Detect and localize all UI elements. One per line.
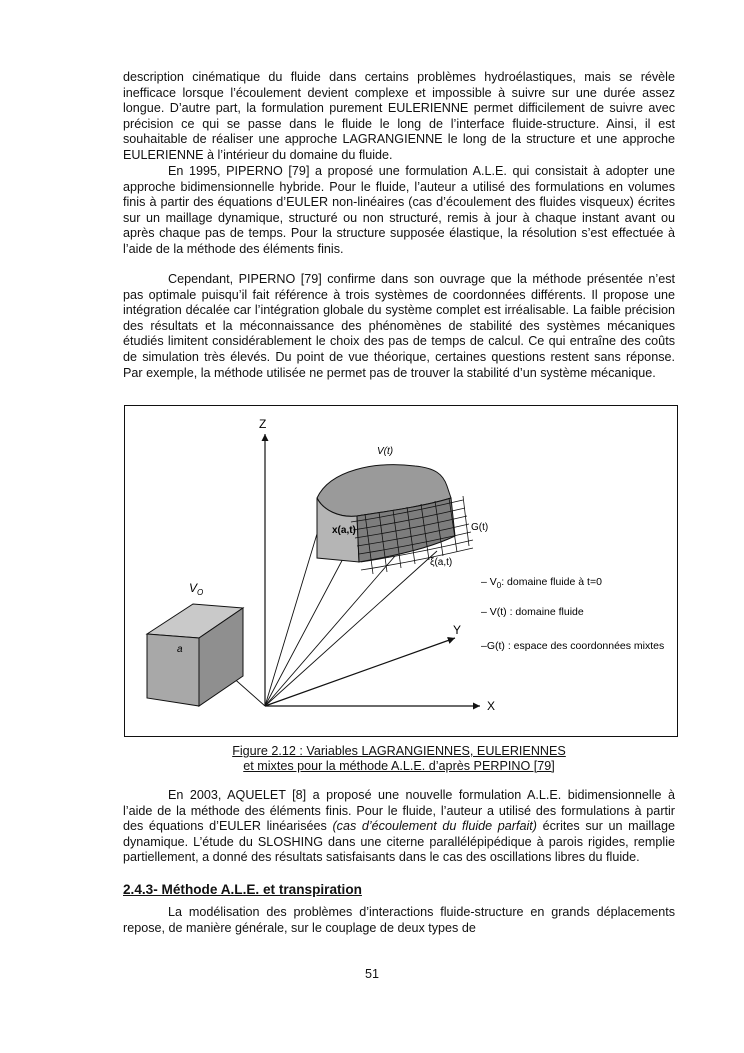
aquelet-text-end: écrites sur un maillage dynamique. L’étude du SLOSHING dans une citerne parallélépipédique à parois rigides, remplie partiellement, a donné des résultats satisfaisants dans le cas des oscillations libres du fluide. — [123, 819, 676, 865]
ray-3 — [265, 556, 395, 706]
initial-domain-box — [147, 604, 243, 706]
legend-item-gt: –G(t) : espace des coordonnées mixtes — [481, 640, 665, 652]
axis-x-label: X — [487, 699, 496, 713]
aquelet-text-start: En 2003, AQUELET [8] a proposé une nouvelle formulation A.L.E. bidimensionnelle à l’aide de la méthode des éléments finis. Pour le fluide, l’auteur a utilisé des formulations à partir des équations d’EULER linéarisées — [123, 788, 675, 834]
figure-diagram — [125, 406, 677, 736]
aquelet-text-italic: (cas d’écoulement du fluide parfait) — [332, 819, 537, 834]
caption-line-1: Figure 2.12 : Variables LAGRANGIENNES, EULERIENNES — [232, 744, 566, 758]
label-xat: x(a,t) — [332, 525, 356, 536]
label-vt: V(t) — [377, 446, 394, 457]
ray-2 — [265, 536, 355, 706]
figure-ale-variables — [124, 405, 678, 737]
ray-4 — [265, 551, 437, 706]
y-axis — [265, 638, 455, 706]
deformed-domain-body — [317, 465, 455, 562]
ray-1 — [265, 514, 323, 706]
legend-item-vt: – V(t) : domaine fluide — [481, 606, 584, 618]
legend — [481, 576, 664, 652]
label-v0: $V_O$ — [189, 581, 204, 597]
paragraph-piperno-critique: Cependant, PIPERNO [79] confirme dans son ouvrage que la méthode présentée n’est pas optimale puisqu’il fait référence à trois systèmes de coordonnées différents. Il propose une intégration décalée car l’intégration globale du système complet est irréalisable. La faible précision des résultats et la méconnaissance des phénomènes de stabilité des systèmes mécaniques étudiés limitent considérablement le choix des pas de temps de calcul. Ce qui entraîne des coûts de simulation très élevés. Du point de vue théorique, certaines questions restent sans réponse. Par exemple, la méthode utilisée ne permet pas de trouver la stabilité d’un système mécanique. — [123, 272, 675, 380]
section-heading: 2.4.3- Méthode A.L.E. et transpiration — [123, 882, 362, 897]
paragraph-transpiration: La modélisation des problèmes d’interactions fluide-structure en grands déplacements repose, de manière générale, sur le couplage de deux types de — [123, 905, 675, 935]
page-number: 51 — [364, 967, 379, 981]
axis-y-label: Y — [453, 623, 462, 637]
paragraph-intro: description cinématique du fluide dans certains problèmes hydroélastiques, mais se révèle inefficace lorsque l’écoulement devient complexe et impossible à suivre sur une durée assez longue. D’autre part, la formulation purement EULERIENNE permet difficilement de suivre avec précision ce qui se passe dans le fluide le long de l’interface fluide-structure. Ainsi, il est souhaitable de réaliser une approche LAGRANGIENNE le long de la structure et une approche EULERIENNE à l’intérieur du domaine du fluide. — [123, 70, 675, 162]
paragraph-piperno-1995: En 1995, PIPERNO [79] a proposé une formulation A.L.E. qui consistait à adopter une approche bidimensionnelle hybride. Pour le fluide, l’auteur a utilisé des formulations en volumes finis à partir des équations d’EULER non-linéaires (cas d’écoulement des fluides visqueux) écrites sur un maillage dynamique, structuré ou non structuré, remis à jour à chaque instant avant ou après chaque pas de temps. Pour la structure supposée élastique, la résolution s’est effectuée à l’aide de la méthode des éléments finis. — [123, 164, 675, 256]
label-xi: ξ(a,t) — [430, 557, 453, 568]
figure-caption — [123, 744, 675, 774]
caption-line-2: et mixtes pour la méthode A.L.E. d’après PERPINO [79] — [243, 759, 555, 773]
paragraph-aquelet-2003 — [123, 788, 675, 866]
label-a: a — [177, 644, 183, 655]
label-gt: G(t) — [471, 522, 489, 533]
legend-item-v0: – $V_0$: domaine fluide à t=0 — [481, 576, 602, 590]
axis-z-label: Z — [259, 417, 267, 431]
